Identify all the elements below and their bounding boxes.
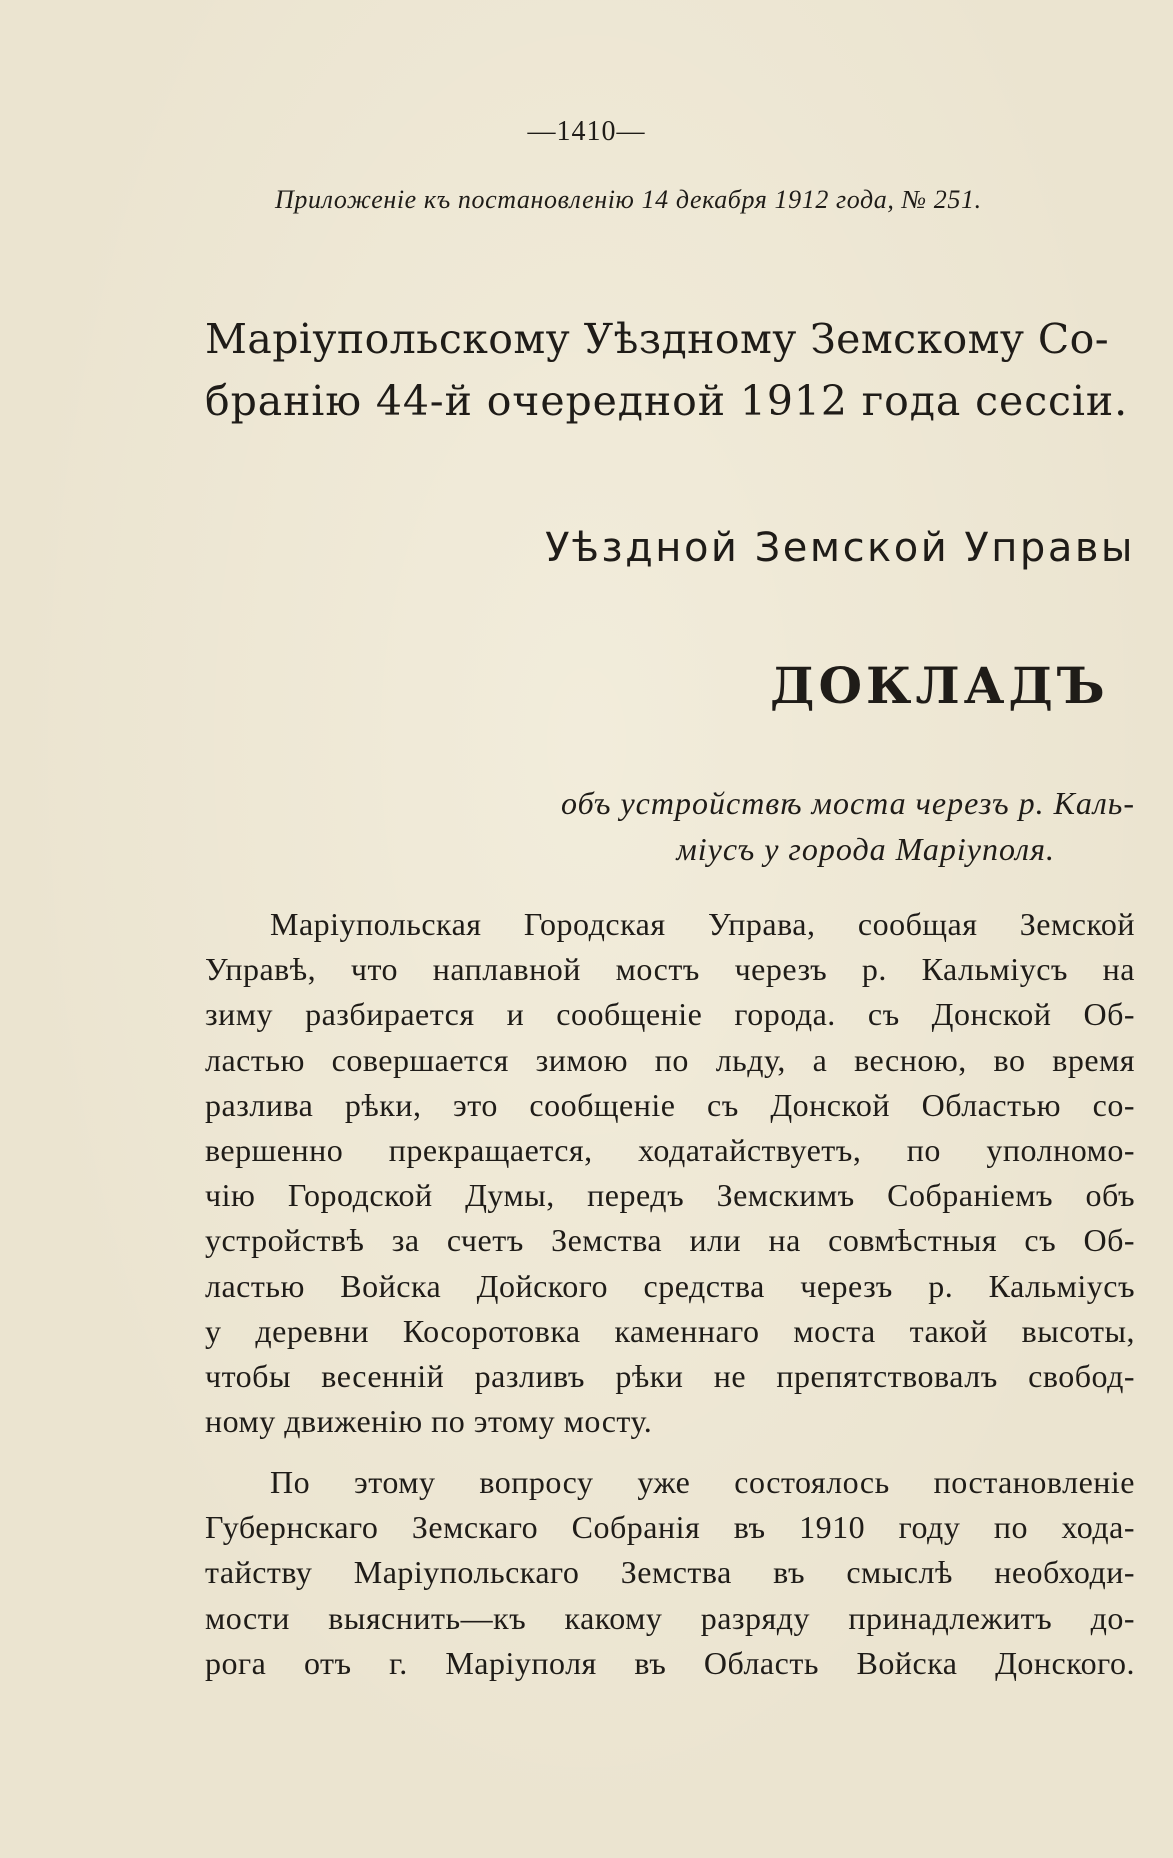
text-line: устройствѣ за счетъ Земства или на совмѣстныя съ Об- xyxy=(205,1222,1135,1259)
page-number: —1410— xyxy=(527,116,646,147)
paragraph-1 xyxy=(205,902,1135,1444)
text-line: Губернскаго Земскаго Собранія въ 1910 году по хода- xyxy=(205,1509,1135,1546)
subject-line: міусъ у города Маріуполя. xyxy=(676,831,1055,867)
report-title: ДОКЛАДЪ xyxy=(770,656,1109,715)
address-line: Маріупольскому Уѣздному Земскому Со- xyxy=(205,315,1109,363)
board-heading: Уѣздной Земской Управы xyxy=(545,525,1135,571)
text-line: чтобы весенній разливъ рѣки не препятствовалъ свобод- xyxy=(205,1358,1135,1395)
text-line: рога отъ г. Маріуполя въ Область Войска Донского. xyxy=(205,1644,1135,1681)
report-subject xyxy=(435,780,1135,872)
text-line: чію Городской Думы, передъ Земскимъ Собраніемъ объ xyxy=(205,1177,1135,1214)
appendix-note: Приложеніе къ постановленію 14 декабря 1912 года, № 251. xyxy=(275,185,982,214)
text-line: разлива рѣки, это сообщеніе съ Донской Областью со- xyxy=(205,1086,1135,1123)
text-line: мости выяснить—къ какому разряду принадлежитъ до- xyxy=(205,1599,1135,1636)
address-heading xyxy=(205,308,1135,432)
text-line: Маріупольская Городская Управа, сообщая Земской xyxy=(270,906,1135,942)
text-line: у деревни Косоротовка каменнаго моста такой высоты, xyxy=(205,1312,1135,1349)
text-line: ластью совершается зимою по льду, а весною, во время xyxy=(205,1041,1135,1078)
subject-line: объ устройствѣ моста черезъ р. Каль- xyxy=(560,785,1135,821)
text-line: ластью Войска Дойского средства черезъ р. Кальміусъ xyxy=(205,1267,1135,1304)
text-line: ному движенію по этому мосту. xyxy=(205,1403,653,1440)
address-line: бранію 44-й очередной 1912 года сессіи. xyxy=(205,377,1129,425)
text-line: вершенно прекращается, ходатайствуетъ, по уполномо- xyxy=(205,1132,1135,1169)
text-line: тайству Маріупольскаго Земства въ смыслѣ необходи- xyxy=(205,1554,1135,1591)
paragraph-2 xyxy=(205,1460,1135,1686)
text-line: Управѣ, что наплавной мостъ черезъ р. Кальміусъ на xyxy=(205,951,1135,988)
text-line: зиму разбирается и сообщеніе города. съ Донской Об- xyxy=(205,996,1135,1033)
text-line: По этому вопросу уже состоялось постановленіе xyxy=(270,1464,1135,1500)
